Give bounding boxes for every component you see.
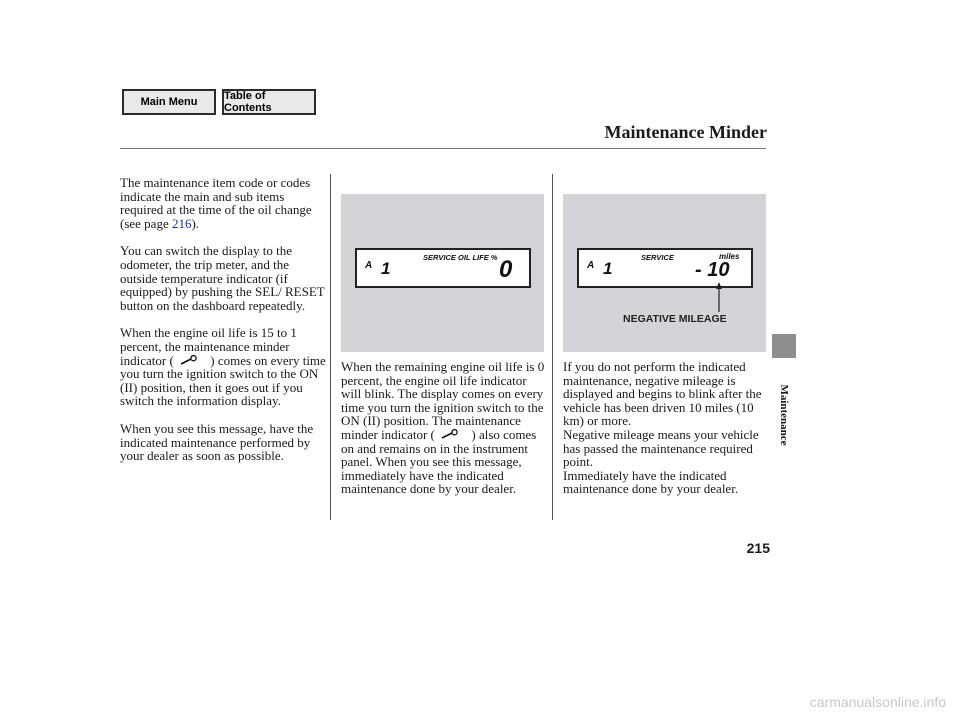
figure-oil-life-display: [341, 194, 544, 352]
column-divider-2: [552, 174, 553, 520]
watermark: carmanualsonline.info: [809, 694, 946, 710]
page-number: 215: [746, 540, 770, 556]
lcd-miles-unit: miles: [719, 252, 740, 261]
lcd-negative-value: - 10: [695, 259, 730, 281]
lcd-display-negative-mileage: [577, 248, 753, 288]
paragraph-immediately: Immediately have the indicated maintenance done by your dealer.: [563, 467, 739, 497]
header-rule: [120, 148, 766, 149]
lcd-sub-code: 1: [381, 259, 391, 278]
page-216-link[interactable]: 216: [171, 215, 192, 231]
table-of-contents-button[interactable]: Table of Contents: [222, 89, 316, 115]
paragraph-oil-life-15: When the engine oil life is 15 to 1 percent, the maintenance minder indicator ( ) comes on every time you turn the ignition switch to the ON (II) position, then it goes out if you switch the information display.: [120, 325, 326, 409]
column-2: [341, 360, 549, 496]
lcd-code-letter-2: A: [587, 260, 595, 271]
wrench-icon-2: [438, 429, 468, 440]
paragraph-switch-display: You can switch the display to the odometer, the trip meter, and the outside temperature indicator (if equipped) by pushing the SEL/ RESET button on the dashboard repeatedly.: [120, 243, 325, 313]
wrench-icon: [177, 355, 207, 366]
column-divider-1: [330, 174, 331, 520]
figure-negative-mileage: [563, 194, 766, 352]
main-menu-button[interactable]: Main Menu: [122, 89, 216, 115]
column-1: [120, 176, 326, 463]
lcd-service-label: SERVICE OIL LIFE %: [423, 253, 498, 262]
paragraph-code-meaning: The maintenance item code or codes indicate the main and sub items required at the time of the oil change (see page 216).: [120, 175, 312, 231]
negative-mileage-label: NEGATIVE MILEAGE: [623, 313, 727, 325]
lcd-sub-code-2: 1: [603, 259, 613, 278]
section-label: Maintenance: [778, 384, 790, 446]
paragraph-negative-mileage: If you do not perform the indicated maintenance, negative mileage is displayed and begins to blink after the vehicle has been driven 10 miles (10 km) or more.: [563, 359, 762, 429]
page-title: Maintenance Minder: [604, 122, 767, 142]
column-3: [563, 360, 768, 496]
paragraph-oil-life-zero: When the remaining engine oil life is 0 percent, the engine oil life indicator will blink. The display comes on every time you turn the ignition switch to the ON (II) position. The maintenance minder indicator ( ) also comes on and remains on in the instrument panel. When you see this message, immediately have the indicated maintenance done by your dealer.: [341, 359, 545, 497]
lcd-display-oil-life: [355, 248, 531, 288]
paragraph-see-dealer: When you see this message, have the indicated maintenance performed by your dealer as soon as possible.: [120, 420, 314, 464]
callout-arrow-icon: [713, 282, 725, 312]
lcd-oil-life-value: 0: [499, 256, 513, 283]
paragraph-passed-point: Negative mileage means your vehicle has passed the maintenance required point.: [563, 426, 759, 470]
section-tab: [772, 334, 796, 358]
lcd-code-letter: A: [365, 260, 373, 271]
lcd-service-label-2: SERVICE: [641, 253, 674, 262]
